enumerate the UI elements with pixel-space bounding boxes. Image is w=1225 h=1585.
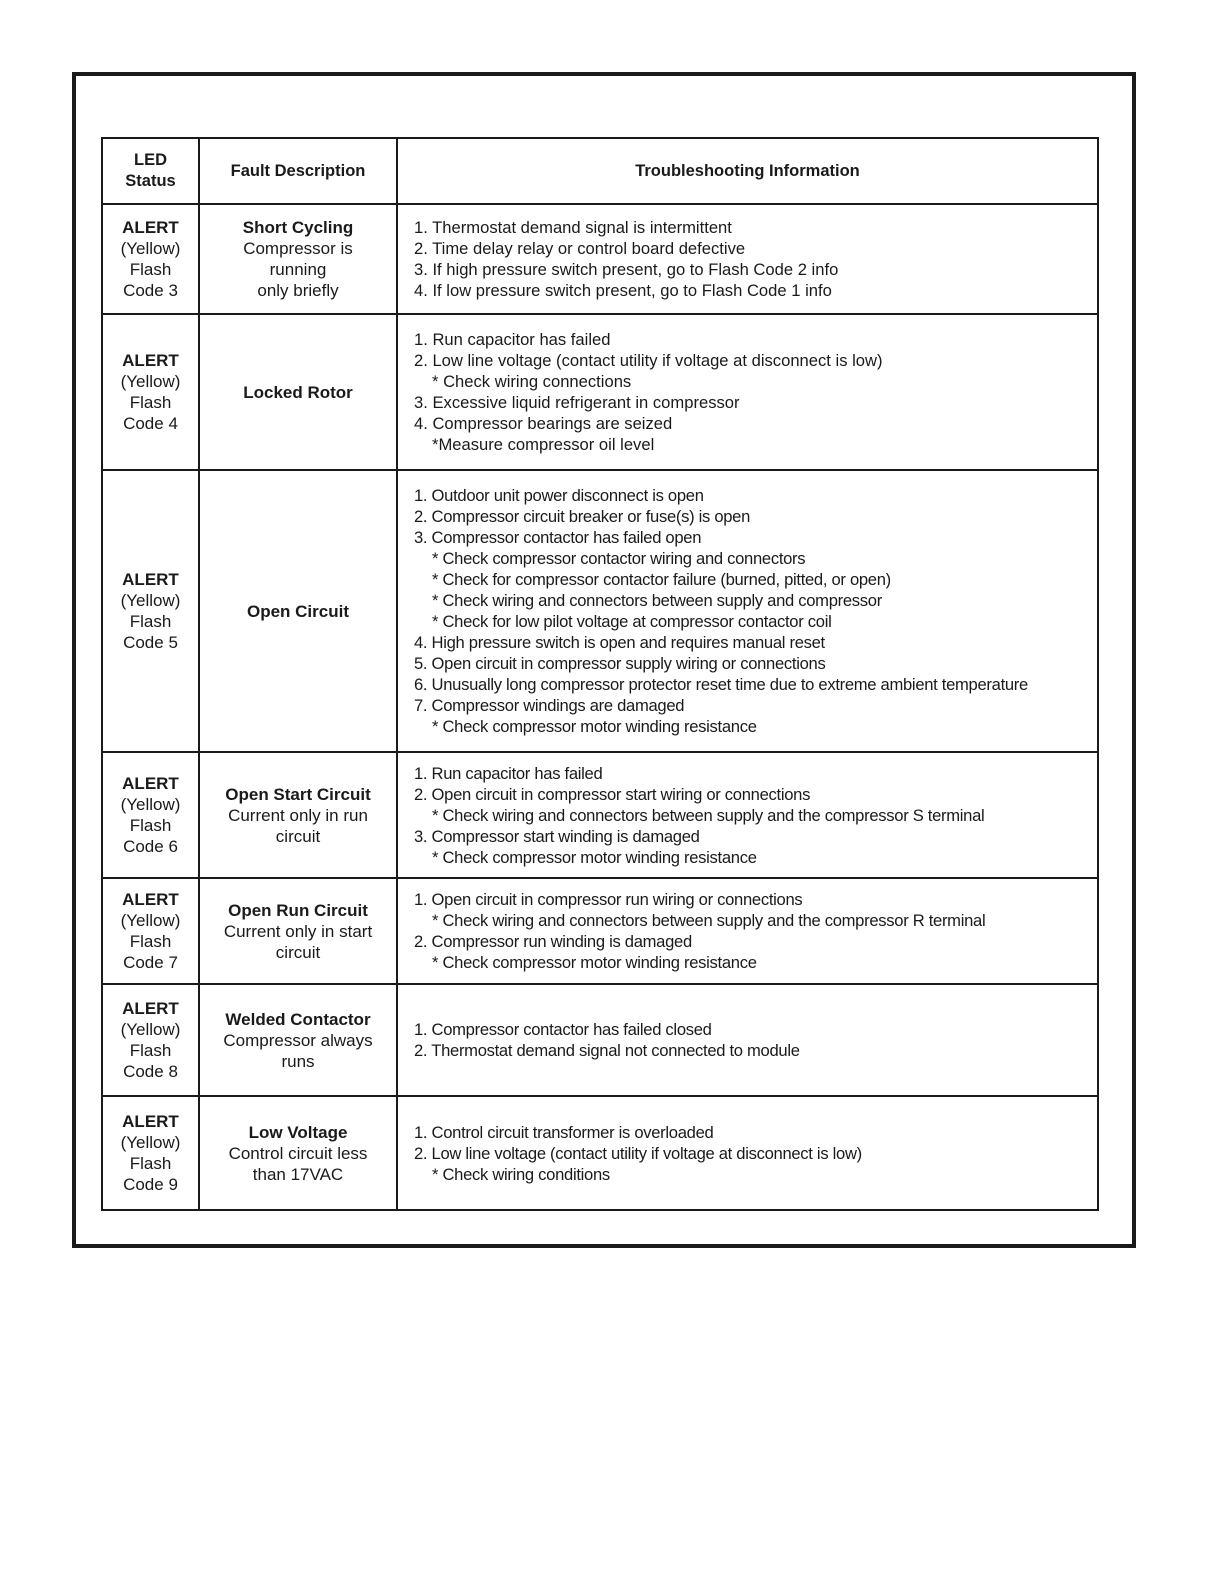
troubleshooting-subitem: * Check wiring and connectors between supply and compressor xyxy=(432,591,882,610)
troubleshooting-subitem: * Check wiring connections xyxy=(432,372,632,391)
led-alert-label: ALERT xyxy=(122,351,179,370)
table-row xyxy=(102,984,1098,1096)
fault-name: Short Cycling xyxy=(242,218,354,237)
led-status-line: Flash xyxy=(129,1154,172,1173)
fault-name: Open Circuit xyxy=(246,601,349,621)
header-fault-description: Fault Description xyxy=(199,138,397,204)
table-row xyxy=(102,470,1098,752)
table-body xyxy=(102,204,1098,1210)
troubleshooting-item: 2. Thermostat demand signal not connected to module xyxy=(414,1041,800,1060)
troubleshooting-item: 4. High pressure switch is open and requires manual reset xyxy=(414,633,825,652)
troubleshooting-item: 2. Low line voltage (contact utility if voltage at disconnect is low) xyxy=(414,351,883,370)
led-status-line: (Yellow) xyxy=(120,911,181,930)
fault-name: Open Run Circuit xyxy=(228,900,368,920)
troubleshooting-item: 7. Compressor windings are damaged xyxy=(414,696,685,715)
led-status-cell xyxy=(102,314,199,470)
led-status-line: (Yellow) xyxy=(120,1020,181,1039)
fault-description-cell xyxy=(199,984,397,1096)
troubleshooting-subitem: * Check compressor motor winding resistance xyxy=(432,953,757,972)
header-troubleshooting: Troubleshooting Information xyxy=(397,138,1098,204)
led-status-line: Flash xyxy=(129,260,172,279)
led-status-line: (Yellow) xyxy=(120,1133,181,1152)
led-status-line: Code 6 xyxy=(123,837,178,856)
troubleshooting-cell xyxy=(397,204,1098,314)
fault-detail: Current only in start circuit xyxy=(223,921,373,962)
led-status-line: Code 7 xyxy=(123,953,178,972)
led-status-line: Code 8 xyxy=(123,1062,178,1081)
fault-detail: Compressor is running only briefly xyxy=(243,239,353,300)
troubleshooting-item: 2. Compressor circuit breaker or fuse(s) is open xyxy=(414,507,751,526)
troubleshooting-subitem: * Check for low pilot voltage at compressor contactor coil xyxy=(432,612,832,631)
fault-description-cell xyxy=(199,878,397,984)
led-status-cell xyxy=(102,752,199,878)
troubleshooting-subitem: * Check wiring conditions xyxy=(432,1164,610,1184)
fault-name: Welded Contactor xyxy=(225,1009,371,1029)
led-alert-label: ALERT xyxy=(122,890,179,909)
troubleshooting-item: 1. Control circuit transformer is overloaded xyxy=(414,1122,714,1142)
led-status-cell xyxy=(102,470,199,752)
troubleshooting-subitem: *Measure compressor oil level xyxy=(432,435,655,454)
fault-name: Low Voltage xyxy=(248,1122,348,1142)
troubleshooting-cell xyxy=(397,752,1098,878)
troubleshooting-cell xyxy=(397,314,1098,470)
fault-description-cell xyxy=(199,204,397,314)
led-alert-label: ALERT xyxy=(122,1112,179,1131)
troubleshooting-item: 1. Run capacitor has failed xyxy=(414,763,603,783)
fault-detail: Compressor always runs xyxy=(223,1030,373,1071)
troubleshooting-cell xyxy=(397,470,1098,752)
led-status-line: Flash xyxy=(129,1041,172,1060)
troubleshooting-item: 3. Compressor start winding is damaged xyxy=(414,826,700,846)
troubleshooting-item: 4. Compressor bearings are seized xyxy=(414,414,673,433)
fault-name: Open Start Circuit xyxy=(225,784,371,804)
fault-detail: Control circuit less than 17VAC xyxy=(228,1143,368,1184)
led-status-line: Flash xyxy=(129,393,172,412)
led-status-line: Flash xyxy=(129,932,172,951)
troubleshooting-cell xyxy=(397,984,1098,1096)
table-row xyxy=(102,314,1098,470)
led-status-line: Code 9 xyxy=(123,1175,178,1194)
led-alert-label: ALERT xyxy=(122,570,179,589)
led-status-line: Code 5 xyxy=(123,633,178,652)
troubleshooting-item: 1. Open circuit in compressor run wiring or connections xyxy=(414,890,803,909)
troubleshooting-subitem: * Check compressor motor winding resistance xyxy=(432,847,757,867)
table-header-row xyxy=(102,138,1098,204)
troubleshooting-subitem: * Check wiring and connectors between supply and the compressor R terminal xyxy=(432,911,986,930)
led-status-cell xyxy=(102,204,199,314)
troubleshooting-item: 2. Low line voltage (contact utility if voltage at disconnect is low) xyxy=(414,1143,862,1163)
led-status-line: Code 3 xyxy=(123,281,178,300)
table-row xyxy=(102,752,1098,878)
led-status-line: (Yellow) xyxy=(120,239,181,258)
troubleshooting-item: 6. Unusually long compressor protector reset time due to extreme ambient temperature xyxy=(414,675,1028,694)
led-status-line: (Yellow) xyxy=(120,795,181,814)
fault-description-cell xyxy=(199,314,397,470)
troubleshooting-subitem: * Check compressor contactor wiring and connectors xyxy=(432,549,806,568)
led-status-line: Code 4 xyxy=(123,414,178,433)
troubleshooting-item: 1. Run capacitor has failed xyxy=(414,330,611,349)
fault-description-cell xyxy=(199,470,397,752)
led-status-cell xyxy=(102,1096,199,1210)
troubleshooting-item: 1. Outdoor unit power disconnect is open xyxy=(414,486,704,505)
troubleshooting-cell xyxy=(397,1096,1098,1210)
troubleshooting-item: 3. Excessive liquid refrigerant in compressor xyxy=(414,393,740,412)
troubleshooting-item: 1. Thermostat demand signal is intermittent xyxy=(414,218,732,237)
led-alert-label: ALERT xyxy=(122,218,179,237)
led-status-line: (Yellow) xyxy=(120,372,181,391)
fault-description-cell xyxy=(199,752,397,878)
table-row xyxy=(102,878,1098,984)
fault-code-table xyxy=(101,137,1099,1211)
fault-name: Locked Rotor xyxy=(243,382,353,402)
troubleshooting-item: 2. Time delay relay or control board defective xyxy=(414,239,746,258)
header-led-status: LED Status xyxy=(102,138,199,204)
troubleshooting-subitem: * Check wiring and connectors between supply and the compressor S terminal xyxy=(432,805,985,825)
table-row xyxy=(102,1096,1098,1210)
led-status-line: Flash xyxy=(129,816,172,835)
troubleshooting-item: 3. If high pressure switch present, go to Flash Code 2 info xyxy=(414,260,839,279)
troubleshooting-subitem: * Check compressor motor winding resistance xyxy=(432,717,757,736)
troubleshooting-item: 4. If low pressure switch present, go to Flash Code 1 info xyxy=(414,281,832,300)
troubleshooting-item: 5. Open circuit in compressor supply wiring or connections xyxy=(414,654,826,673)
troubleshooting-cell xyxy=(397,878,1098,984)
troubleshooting-item: 1. Compressor contactor has failed closed xyxy=(414,1020,712,1039)
led-status-cell xyxy=(102,878,199,984)
troubleshooting-subitem: * Check for compressor contactor failure (burned, pitted, or open) xyxy=(432,570,891,589)
led-status-cell xyxy=(102,984,199,1096)
troubleshooting-item: 2. Open circuit in compressor start wiring or connections xyxy=(414,784,811,804)
led-status-line: (Yellow) xyxy=(120,591,181,610)
led-status-line: Flash xyxy=(129,612,172,631)
fault-description-cell xyxy=(199,1096,397,1210)
fault-detail: Current only in run circuit xyxy=(228,805,368,846)
table-row xyxy=(102,204,1098,314)
led-alert-label: ALERT xyxy=(122,774,179,793)
led-alert-label: ALERT xyxy=(122,999,179,1018)
troubleshooting-item: 3. Compressor contactor has failed open xyxy=(414,528,702,547)
troubleshooting-item: 2. Compressor run winding is damaged xyxy=(414,932,692,951)
